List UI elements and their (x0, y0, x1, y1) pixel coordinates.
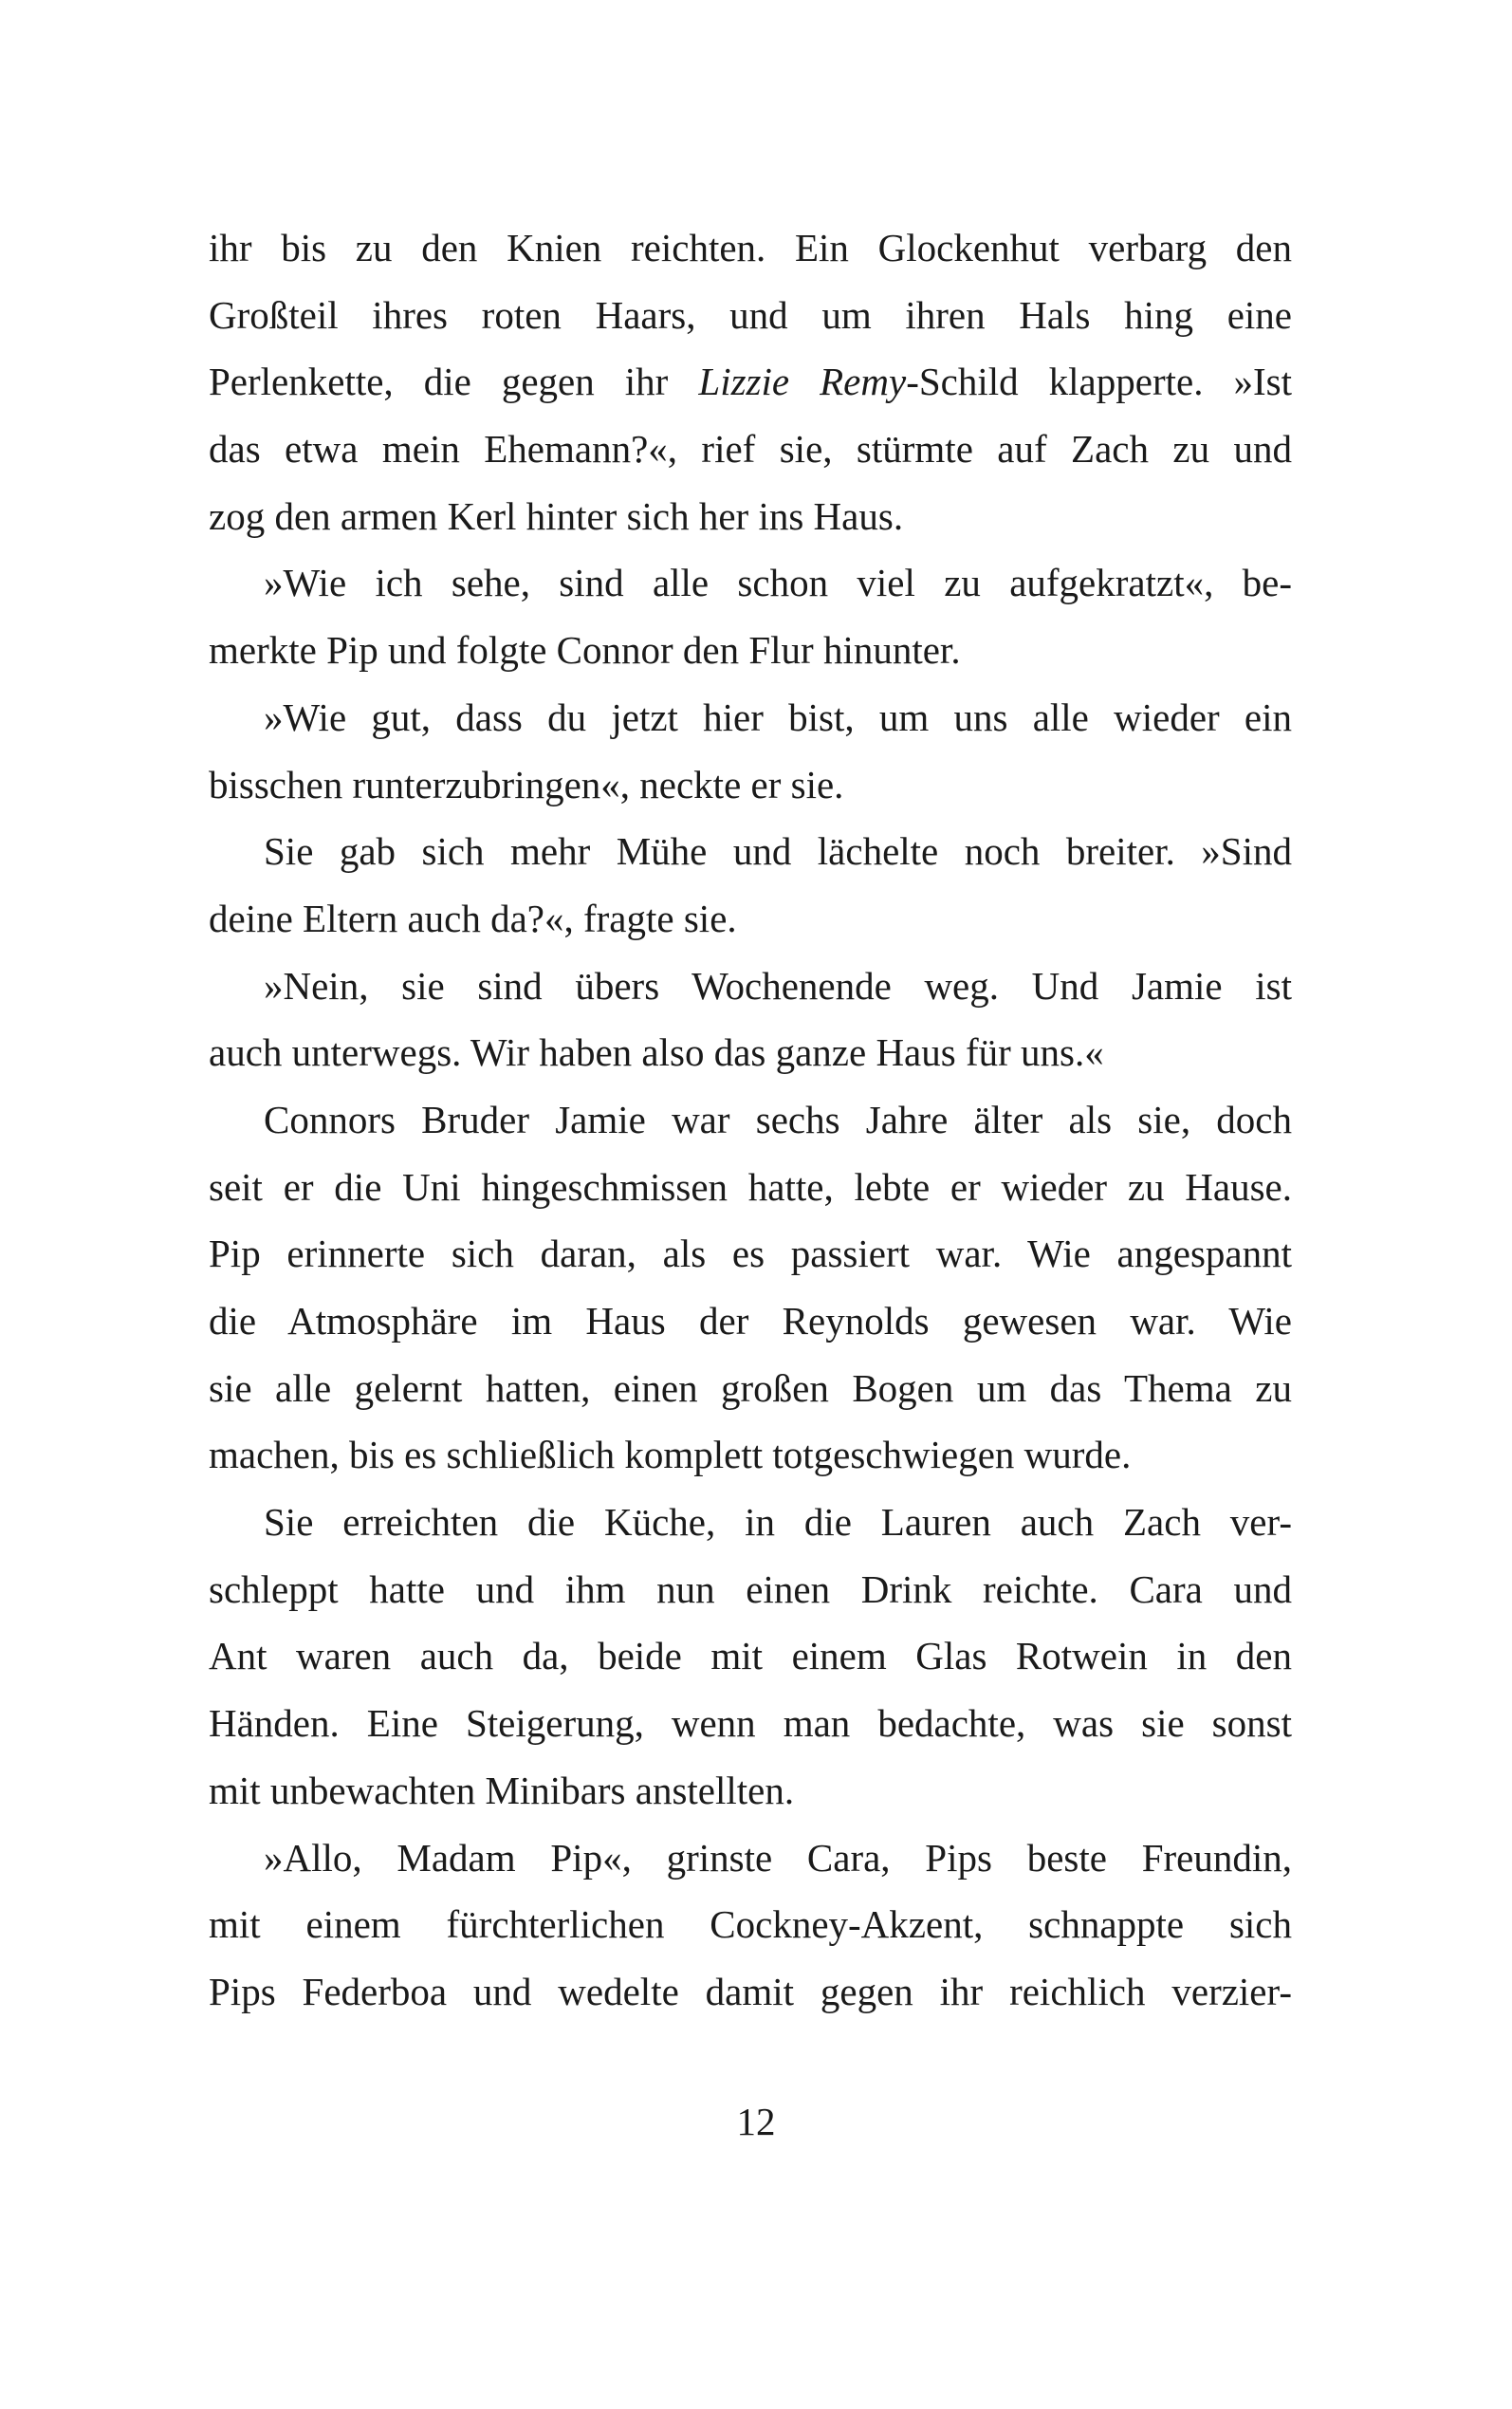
paragraph (209, 818, 1292, 952)
text-segment: mit einem fürchterlichen Cockney-Akzent, schnappte sich (209, 1902, 1292, 1947)
text-segment: Ant waren auch da, beide mit einem Glas Rotwein in den (209, 1634, 1292, 1678)
text-line (209, 617, 1292, 684)
text-segment: auch unterwegs. Wir haben also das ganze Haus für uns.« (209, 1030, 1104, 1075)
text-line (209, 1421, 1292, 1489)
text-line (209, 953, 1292, 1020)
text-line (209, 1220, 1292, 1288)
text-line (209, 549, 1292, 617)
text-line (209, 1086, 1292, 1154)
text-segment: Sie erreichten die Küche, in die Lauren auch Zach ver- (264, 1500, 1292, 1545)
text-line (209, 416, 1292, 483)
text-line (209, 1355, 1292, 1422)
paragraph (209, 214, 1292, 549)
text-line (209, 751, 1292, 819)
text-segment: ihr bis zu den Knien reichten. Ein Glockenhut verbarg den (209, 226, 1292, 269)
text-line (209, 1019, 1292, 1086)
paragraph (209, 549, 1292, 683)
text-segment: »Nein, sie sind übers Wochenende weg. Und Jamie ist (264, 963, 1292, 1008)
text-segment: »Wie ich sehe, sind alle schon viel zu aufgekratzt«, be- (264, 561, 1292, 605)
text-segment: bisschen runterzubringen«, neckte er sie. (209, 762, 844, 806)
text-line (209, 684, 1292, 751)
text-line (209, 1891, 1292, 1958)
text-line (209, 1690, 1292, 1757)
text-segment: seit er die Uni hingeschmissen hatte, lebte er wieder zu Hause. (209, 1164, 1292, 1209)
text-line (209, 282, 1292, 349)
text-segment: Perlenkette, die gegen ihr (209, 360, 699, 404)
text-line (209, 1556, 1292, 1623)
text-line (209, 1757, 1292, 1825)
text-segment: »Wie gut, dass du jetzt hier bist, um uns alle wieder ein (264, 695, 1292, 739)
text-segment: merkte Pip und folgte Connor den Flur hinunter. (209, 628, 961, 673)
text-line (209, 818, 1292, 885)
text-segment: Sie gab sich mehr Mühe und lächelte noch breiter. »Sind (264, 829, 1292, 874)
text-segment: das etwa mein Ehemann?«, rief sie, stürmte auf Zach zu und (209, 427, 1292, 472)
text-segment: die Atmosphäre im Haus der Reynolds gewesen war. Wie (209, 1299, 1292, 1343)
text-line (209, 1489, 1292, 1556)
text-line (209, 1825, 1292, 1892)
paragraph (209, 953, 1292, 1086)
text-segment: Connors Bruder Jamie war sechs Jahre älter als sie, doch (264, 1097, 1292, 1141)
paragraph (209, 1825, 1292, 2026)
paragraph (209, 1489, 1292, 1824)
text-line (209, 214, 1292, 282)
text-segment: machen, bis es schließlich komplett totgeschwiegen wurde. (209, 1433, 1132, 1477)
text-segment: Pips Federboa und wedelte damit gegen ihr reichlich verzier- (209, 1969, 1292, 2013)
text-line (209, 885, 1292, 953)
text-segment: »Allo, Madam Pip«, grinste Cara, Pips beste Freundin, (264, 1835, 1292, 1880)
text-segment: -Schild klapperte. »Ist (906, 360, 1292, 404)
italic-text: Lizzie Remy (698, 360, 907, 404)
text-segment: schleppt hatte und ihm nun einen Drink reichte. Cara und (209, 1566, 1292, 1611)
paragraph (209, 1086, 1292, 1489)
text-segment: mit unbewachten Minibars anstellten. (209, 1768, 795, 1812)
text-segment: Pip erinnerte sich daran, als es passiert war. Wie angespannt (209, 1232, 1292, 1276)
text-segment: deine Eltern auch da?«, fragte sie. (209, 896, 737, 940)
text-segment: Großteil ihres roten Haars, und um ihren Hals hing eine (209, 292, 1292, 337)
page-number: 12 (736, 2100, 776, 2143)
text-line (209, 348, 1292, 416)
text-line (209, 483, 1292, 550)
text-segment: Händen. Eine Steigerung, wenn man bedachte, was sie sonst (209, 1701, 1292, 1746)
paragraph (209, 684, 1292, 818)
body-text (209, 214, 1292, 2026)
text-line (209, 1288, 1292, 1355)
text-line (209, 1622, 1292, 1690)
text-line (209, 1958, 1292, 2026)
text-line (209, 1154, 1292, 1221)
text-segment: sie alle gelernt hatten, einen großen Bogen um das Thema zu (209, 1365, 1292, 1410)
text-segment: zog den armen Kerl hinter sich her ins Haus. (209, 493, 904, 538)
